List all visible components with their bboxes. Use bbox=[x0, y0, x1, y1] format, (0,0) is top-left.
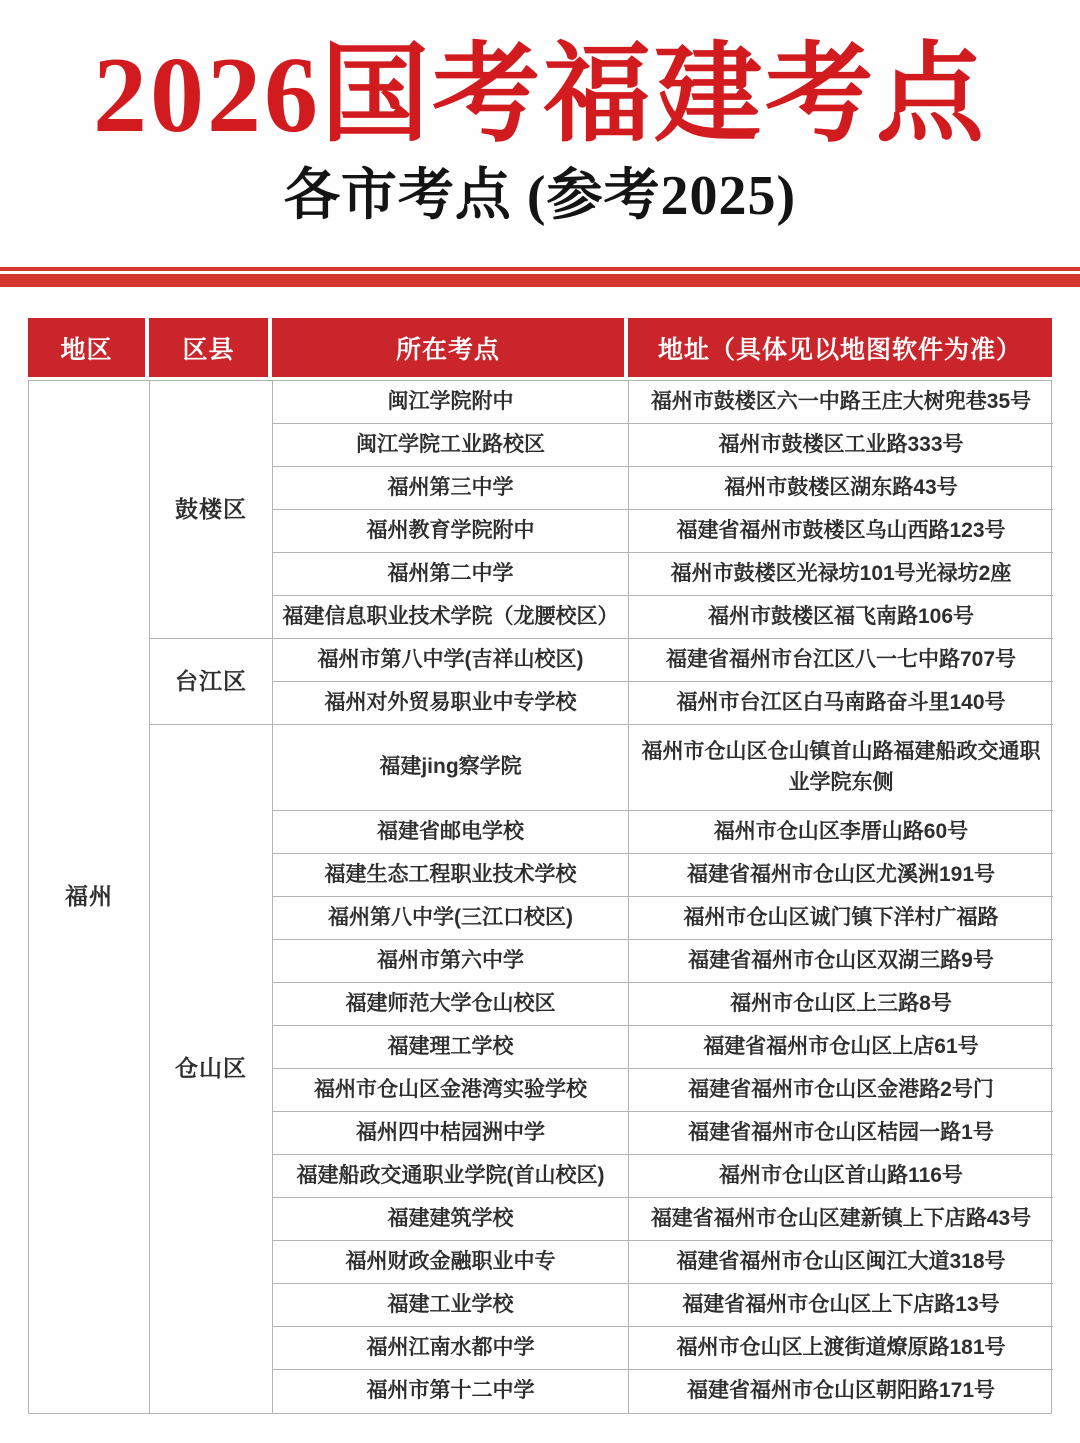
header-cell: 所在考点 bbox=[272, 318, 628, 377]
divider-thick-band bbox=[0, 274, 1080, 287]
address-cell: 福建省福州市仓山区桔园一路1号 bbox=[629, 1112, 1053, 1155]
address-cell: 福建省福州市鼓楼区乌山西路123号 bbox=[629, 510, 1053, 553]
venue-cell: 福州对外贸易职业中专学校 bbox=[273, 682, 629, 725]
address-cell: 福州市仓山区上渡街道燎原路181号 bbox=[629, 1327, 1053, 1370]
header-cell: 地址（具体见以地图软件为准） bbox=[628, 318, 1052, 377]
exam-sites-table bbox=[28, 318, 1052, 1414]
address-cell: 福建省福州市台江区八一七中路707号 bbox=[629, 639, 1053, 682]
address-cell: 福建省福州市仓山区双湖三路9号 bbox=[629, 940, 1053, 983]
address-cell: 福州市仓山区首山路116号 bbox=[629, 1155, 1053, 1198]
venue-cell: 福州第八中学(三江口校区) bbox=[273, 897, 629, 940]
venue-cell: 福州市第六中学 bbox=[273, 940, 629, 983]
address-cell: 福建省福州市仓山区金港路2号门 bbox=[629, 1069, 1053, 1112]
address-cell: 福州市仓山区李厝山路60号 bbox=[629, 811, 1053, 854]
venue-cell: 福建师范大学仓山校区 bbox=[273, 983, 629, 1026]
venue-cell: 福建信息职业技术学院（龙腰校区） bbox=[273, 596, 629, 639]
address-cell: 福建省福州市仓山区朝阳路171号 bbox=[686, 1379, 996, 1403]
venue-cell: 福建建筑学校 bbox=[273, 1198, 629, 1241]
address-cell: 福州市鼓楼区工业路333号 bbox=[629, 424, 1053, 467]
address-cell: 福建省福州市仓山区尤溪洲191号 bbox=[629, 854, 1053, 897]
address-cell: 福州市鼓楼区光禄坊101号光禄坊2座 bbox=[629, 553, 1053, 596]
venue-cell: 福建工业学校 bbox=[273, 1284, 629, 1327]
address-cell: 福建省福州市仓山区闽江大道318号 bbox=[629, 1241, 1053, 1284]
header-cell: 地区 bbox=[28, 318, 149, 377]
venue-cell: 福州江南水都中学 bbox=[273, 1327, 629, 1370]
venue-cell: 福州第二中学 bbox=[273, 553, 629, 596]
page-title: 2026国考福建考点 bbox=[92, 36, 987, 155]
venue-cell: 福建jing察学院 bbox=[273, 725, 629, 811]
address-cell: 福州市鼓楼区湖东路43号 bbox=[629, 467, 1053, 510]
address-cell: 福州市仓山区仓山镇首山路福建船政交通职业学院东侧 bbox=[629, 725, 1053, 811]
venue-cell: 福州市第八中学(吉祥山校区) bbox=[273, 639, 629, 682]
venue-cell: 福建省邮电学校 bbox=[273, 811, 629, 854]
address-cell: 福州市台江区白马南路奋斗里140号 bbox=[629, 682, 1053, 725]
address-cell: 福州市仓山区上三路8号 bbox=[629, 983, 1053, 1026]
header-cell: 区县 bbox=[149, 318, 272, 377]
venue-cell: 福州市第十二中学 bbox=[273, 1370, 629, 1413]
table-header-row bbox=[28, 318, 1052, 377]
address-cell: 福州市鼓楼区六一中路王庄大树兜巷35号 bbox=[629, 381, 1053, 424]
address-cell: 福建省福州市仓山区上店61号 bbox=[629, 1026, 1053, 1069]
venue-cell: 福州教育学院附中 bbox=[273, 510, 629, 553]
address-cell: 福建省福州市仓山区建新镇上下店路43号 bbox=[629, 1198, 1053, 1241]
district-cell: 仓山区 bbox=[150, 725, 273, 1413]
venue-cell: 福建理工学校 bbox=[273, 1026, 629, 1069]
venue-cell: 福建船政交通职业学院(首山校区) bbox=[273, 1155, 629, 1198]
page-subtitle: 各市考点 (参考2025) bbox=[283, 165, 797, 227]
venue-cell: 福州第三中学 bbox=[273, 467, 629, 510]
address-cell: 福建省福州市仓山区上下店路13号 bbox=[629, 1284, 1053, 1327]
table-body bbox=[28, 380, 1052, 1414]
district-cell: 鼓楼区 bbox=[150, 381, 273, 639]
venue-cell: 福州四中桔园洲中学 bbox=[273, 1112, 629, 1155]
address-cell: 福州市鼓楼区福飞南路106号 bbox=[629, 596, 1053, 639]
district-cell: 台江区 bbox=[150, 639, 273, 725]
section-divider bbox=[0, 267, 1080, 287]
venue-cell: 福州市仓山区金港湾实验学校 bbox=[273, 1069, 629, 1112]
address-cell: 福州市仓山区诚门镇下洋村广福路 bbox=[629, 897, 1053, 940]
region-cell: 福州 bbox=[29, 381, 150, 1413]
venue-cell: 福州财政金融职业中专 bbox=[273, 1241, 629, 1284]
venue-cell: 福建生态工程职业技术学校 bbox=[273, 854, 629, 897]
venue-cell: 闽江学院附中 bbox=[273, 381, 629, 424]
venue-cell: 闽江学院工业路校区 bbox=[273, 424, 629, 467]
